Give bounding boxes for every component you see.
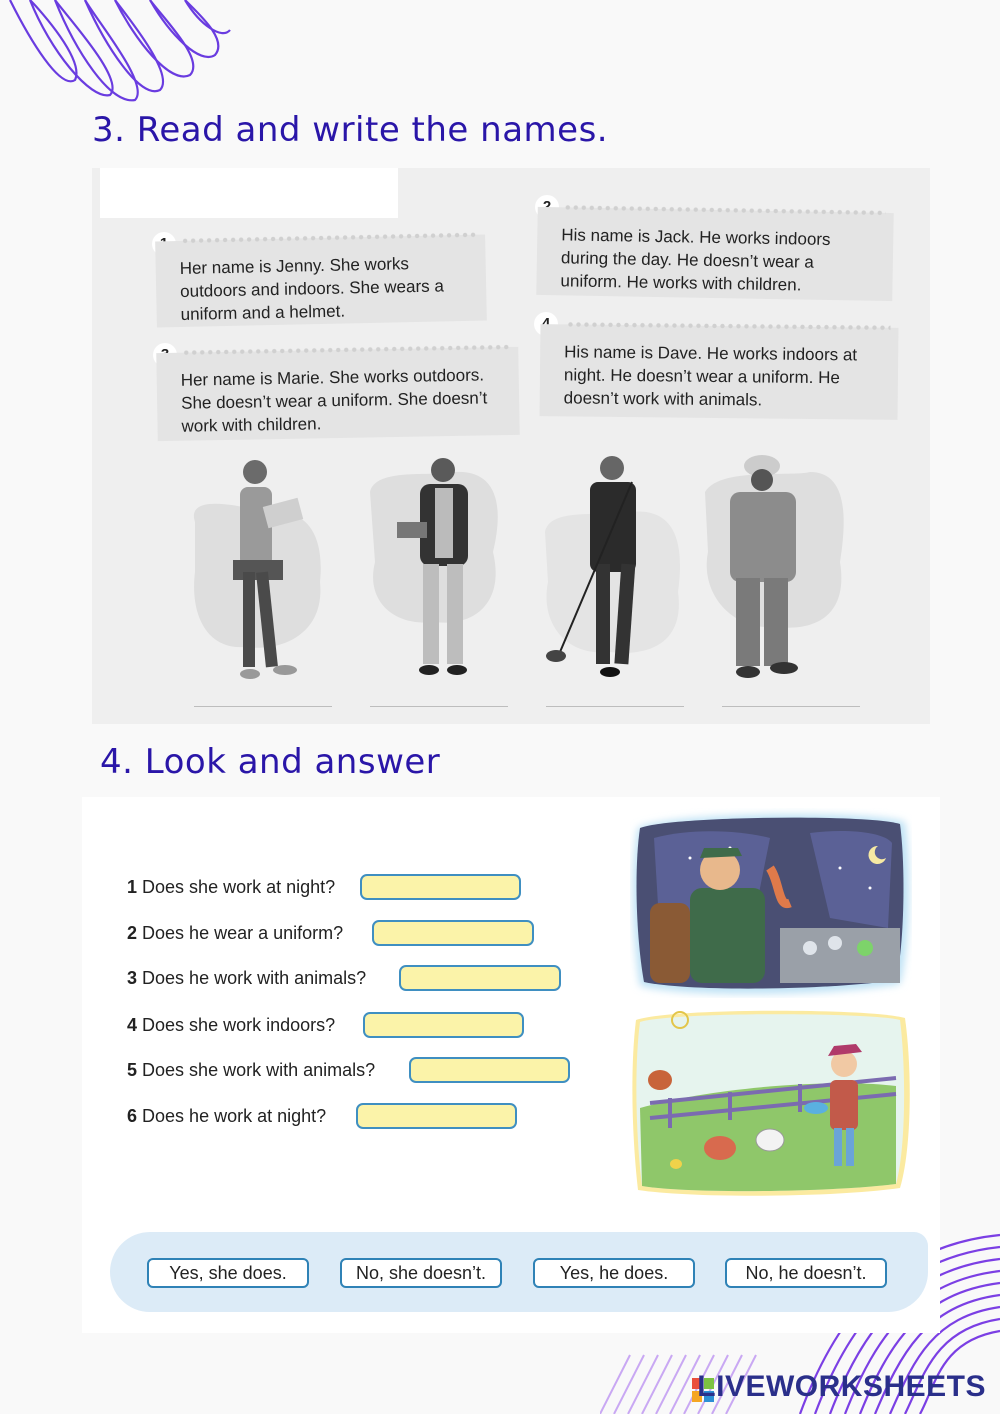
answer-field-2[interactable] — [372, 920, 534, 946]
blank-label-area — [100, 168, 398, 218]
question-6: 6 Does he work at night? — [127, 1106, 327, 1126]
answer-field-4[interactable] — [363, 1012, 524, 1038]
pilot-illustration — [630, 808, 912, 998]
answer-chip-no-he[interactable]: No, he doesn’t. — [725, 1258, 887, 1288]
question-5: 5 Does she work with animals? — [127, 1060, 376, 1080]
farmer-illustration — [630, 1008, 912, 1198]
answer-chip-yes-she[interactable]: Yes, she does. — [147, 1258, 309, 1288]
question-3: 3 Does he work with animals? — [127, 968, 367, 988]
name-answer-line[interactable] — [722, 706, 860, 707]
scribble-decoration — [0, 0, 240, 110]
name-answer-line[interactable] — [370, 706, 508, 707]
brand-text: LIVEWORKSHEETS — [697, 1370, 986, 1403]
answer-field-5[interactable] — [409, 1057, 570, 1083]
answer-chip-yes-he[interactable]: Yes, he does. — [533, 1258, 695, 1288]
answer-field-1[interactable] — [360, 874, 521, 900]
question-2: 2 Does he wear a uniform? — [127, 923, 344, 943]
section-4-title: 4. Look and answer — [100, 742, 441, 782]
builder-photo — [185, 452, 335, 684]
question-4: 4 Does she work indoors? — [127, 1015, 336, 1035]
answer-chip-no-she[interactable]: No, she doesn’t. — [340, 1258, 502, 1288]
card-text: His name is Jack. He works indoors during the day. He doesn’t wear a uniform. He works with children. — [560, 225, 831, 295]
card-text: His name is Dave. He works indoors at night. He doesn’t wear a uniform. He doesn’t work with animals. — [563, 342, 858, 410]
description-card-4 — [540, 324, 899, 420]
answer-field-3[interactable] — [399, 965, 561, 991]
card-text: Her name is Jenny. She works outdoors and indoors. She wears a uniform and a helmet. — [179, 254, 445, 324]
card-text: Her name is Marie. She works outdoors. She doesn’t wear a uniform. She doesn’t work with children. — [180, 365, 488, 436]
question-1: 1 Does she work at night? — [127, 877, 336, 897]
name-answer-line[interactable] — [546, 706, 684, 707]
description-card-2 — [536, 207, 893, 301]
singer-photo — [540, 452, 690, 684]
answer-field-6[interactable] — [356, 1103, 517, 1129]
firefighter-photo — [700, 452, 850, 684]
teacher-photo — [365, 452, 515, 684]
description-card-1 — [155, 235, 487, 328]
section-3-title: 3. Read and write the names. — [92, 110, 609, 150]
description-card-3 — [156, 347, 519, 441]
name-answer-line[interactable] — [194, 706, 332, 707]
